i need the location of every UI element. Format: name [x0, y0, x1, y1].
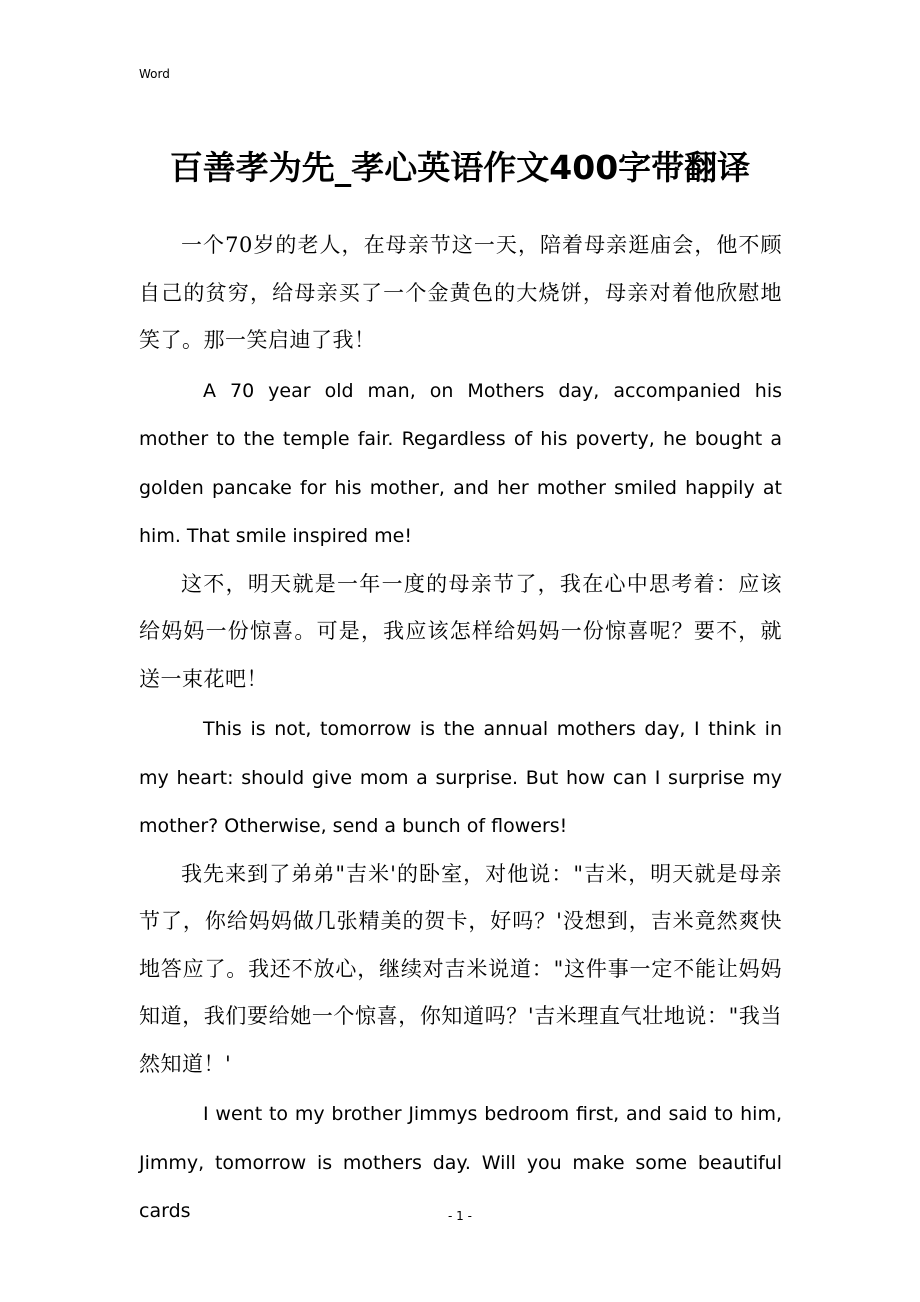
paragraph-en-2: This is not, tomorrow is the annual mothers day, I think in my heart: should give mom a surprise. But how can I surprise my mother? Otherwise, send a bunch of flowers!	[139, 718, 782, 837]
paragraph-en-3: I went to my brother Jimmys bedroom first, and said to him, Jimmy, tomorrow is mothers day. Will you make some beautiful cards	[139, 1103, 782, 1222]
paragraph-en-1: A 70 year old man, on Mothers day, accompanied his mother to the temple fair. Regardless of his poverty, he bought a golden pancake for his mother, and her mother smiled happily at him. That smile inspired me!	[139, 379, 782, 547]
document-body	[139, 222, 782, 1236]
document-title: 百善孝为先_孝心英语作文400字带翻译	[169, 148, 751, 187]
header-label: Word	[139, 67, 170, 81]
page-number: - 1 -	[448, 1209, 472, 1223]
paragraph-zh-1: 一个70岁的老人，在母亲节这一天，陪着母亲逛庙会，他不顾自己的贫穷，给母亲买了一个金黄色的大烧饼，母亲对着他欣慰地笑了。那一笑启迪了我！	[139, 233, 782, 352]
paragraph-zh-2: 这不，明天就是一年一度的母亲节了，我在心中思考着：应该给妈妈一份惊喜。可是，我应该怎样给妈妈一份惊喜呢？要不，就送一束花吧！	[139, 571, 782, 691]
paragraph-zh-3: 我先来到了弟弟"吉米'的卧室，对他说："吉米，明天就是母亲节了，你给妈妈做几张精美的贺卡，好吗？'没想到，吉米竟然爽快地答应了。我还不放心，继续对吉米说道："这件事一定不能让妈妈知道，我们要给她一个惊喜，你知道吗？'吉米理直气壮地说："我当然知道！'	[139, 861, 782, 1076]
